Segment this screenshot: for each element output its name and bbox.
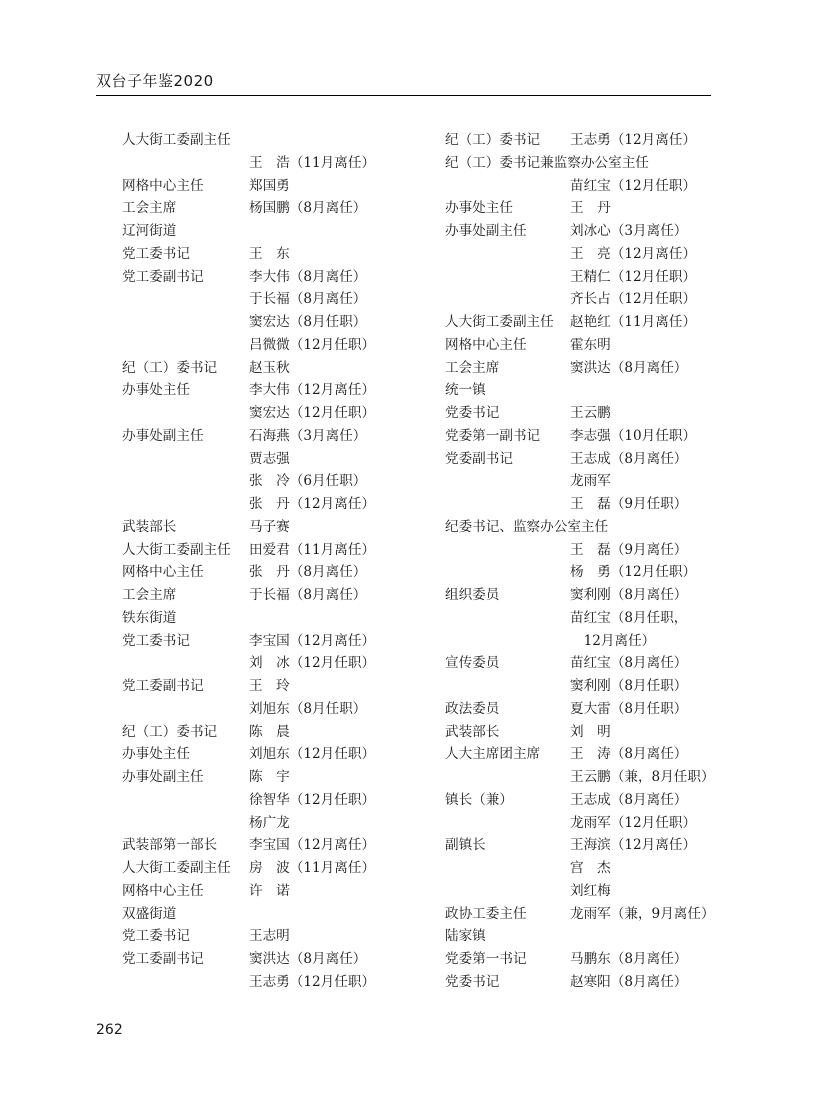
position-title: 人大街工委副主任 [122, 860, 231, 876]
position-title: 网格中心主任 [122, 882, 204, 899]
person-name: 12月离任） [570, 632, 656, 649]
person-name: 刘 冰（12月任职） [249, 655, 376, 672]
personnel-row [122, 197, 422, 220]
person-name: 郑国勇 [249, 177, 290, 194]
personnel-row [122, 334, 422, 357]
person-name: 王精仁（12月任职） [570, 268, 697, 285]
personnel-row [445, 152, 735, 175]
personnel-row [445, 903, 735, 926]
position-title: 办事处副主任 [122, 769, 204, 785]
personnel-row [445, 766, 735, 789]
personnel-row [122, 175, 422, 198]
personnel-row [445, 857, 735, 880]
position-title: 党工委书记 [122, 245, 190, 262]
person-name: 田爱君（11月离任） [249, 541, 376, 558]
personnel-row [445, 357, 735, 380]
personnel-row [122, 607, 422, 630]
position-title: 人大街工委副主任 [122, 541, 231, 558]
personnel-row [122, 516, 422, 539]
person-name: 杨广龙 [249, 814, 290, 831]
person-name: 窦利刚（8月离任） [570, 587, 688, 603]
personnel-row [445, 607, 735, 630]
personnel-row [445, 288, 735, 311]
personnel-row [445, 197, 735, 220]
personnel-row [122, 948, 422, 971]
person-name: 龙雨军 [570, 473, 611, 490]
position-title: 政法委员 [445, 700, 500, 717]
position-title: 政协工委主任 [445, 905, 527, 922]
personnel-row [122, 402, 422, 425]
position-title: 武装部长 [122, 518, 177, 535]
personnel-row [445, 971, 735, 994]
personnel-row [445, 402, 735, 425]
position-title: 辽河街道 [122, 223, 177, 239]
personnel-row [122, 266, 422, 289]
person-name: 于长福（8月离任） [249, 587, 367, 603]
personnel-row [122, 698, 422, 721]
personnel-row [445, 812, 735, 835]
left-column [122, 129, 422, 994]
person-name: 王 丹 [570, 200, 611, 217]
person-name: 龙雨军（12月任职） [570, 814, 697, 831]
person-name: 宫 杰 [570, 860, 611, 876]
personnel-row [445, 925, 735, 948]
person-name: 房 波（11月离任） [249, 860, 376, 876]
personnel-row [122, 448, 422, 471]
personnel-row [122, 152, 422, 175]
person-name: 王志明 [249, 928, 290, 945]
personnel-row [122, 357, 422, 380]
person-name: 窦洪达（8月离任） [570, 359, 688, 376]
position-title: 陆家镇 [445, 928, 486, 945]
person-name: 龙雨军（兼，9月离任） [570, 905, 715, 922]
person-name: 于长福（8月离任） [249, 291, 367, 308]
personnel-row [122, 971, 422, 994]
personnel-row [445, 266, 735, 289]
personnel-row [122, 880, 422, 903]
position-title: 办事处主任 [445, 200, 513, 217]
personnel-row [445, 129, 735, 152]
person-name: 贾志强 [249, 450, 290, 467]
position-title: 办事处主任 [122, 746, 190, 763]
personnel-row [445, 470, 735, 493]
personnel-row [122, 789, 422, 812]
personnel-row [445, 834, 735, 857]
position-title: 网格中心主任 [445, 336, 527, 353]
person-name: 窦利刚（8月任职） [570, 678, 688, 694]
personnel-row [445, 334, 735, 357]
personnel-row [122, 220, 422, 243]
personnel-row [122, 857, 422, 880]
personnel-row [122, 379, 422, 402]
person-name: 张 丹（8月离任） [249, 564, 367, 581]
person-name: 吕微微（12月任职） [249, 336, 376, 353]
person-name: 杨 勇（12月任职） [570, 564, 697, 581]
person-name: 石海燕（3月离任） [249, 427, 367, 444]
position-title: 党工委副书记 [122, 951, 204, 967]
person-name: 赵玉秋 [249, 359, 290, 376]
position-title: 副镇长 [445, 837, 486, 854]
person-name: 李宝国（12月离任） [249, 837, 376, 854]
person-name: 王云鹏（兼，8月任职） [570, 769, 715, 785]
personnel-row [445, 539, 735, 562]
position-title: 党委书记 [445, 973, 500, 990]
person-name: 王 涛（8月离任） [570, 746, 688, 763]
personnel-row [445, 698, 735, 721]
person-name: 窦洪达（8月离任） [249, 951, 367, 967]
person-name: 王 浩（11月离任） [249, 154, 376, 171]
person-name: 齐长占（12月任职） [570, 291, 697, 308]
header-divider [96, 95, 711, 96]
person-name: 霍东明 [570, 336, 611, 353]
personnel-row [445, 448, 735, 471]
personnel-row [445, 743, 735, 766]
personnel-row [445, 493, 735, 516]
person-name: 陈 晨 [249, 723, 290, 740]
person-name: 许 诺 [249, 882, 290, 899]
position-title: 党委第一副书记 [445, 427, 541, 444]
person-name: 王志成（8月离任） [570, 791, 688, 808]
personnel-row [122, 925, 422, 948]
person-name: 赵寒阳（8月离任） [570, 973, 688, 990]
position-title: 纪委书记、监察办公室主任 [445, 518, 609, 535]
position-title: 武装部长 [445, 723, 500, 740]
personnel-row [445, 675, 735, 698]
person-name: 张 丹（12月离任） [249, 496, 376, 512]
position-title: 党工委副书记 [122, 678, 204, 694]
person-name: 夏大雷（8月任职） [570, 700, 688, 717]
personnel-row [445, 243, 735, 266]
personnel-row [122, 721, 422, 744]
personnel-row [122, 243, 422, 266]
position-title: 党工委书记 [122, 632, 190, 649]
position-title: 办事处主任 [122, 382, 190, 399]
personnel-row [445, 175, 735, 198]
person-name: 窦宏达（8月任职） [249, 314, 367, 330]
person-name: 刘红梅 [570, 882, 611, 899]
position-title: 纪（工）委书记 [122, 723, 218, 740]
personnel-row [122, 493, 422, 516]
personnel-row [445, 561, 735, 584]
position-title: 党委第一书记 [445, 951, 527, 967]
position-title: 人大主席团主席 [445, 746, 541, 763]
personnel-row [122, 743, 422, 766]
person-name: 王 亮（12月离任） [570, 245, 697, 262]
person-name: 苗红宝（8月离任） [570, 655, 688, 672]
person-name: 刘旭东（8月任职） [249, 700, 367, 717]
personnel-row [445, 880, 735, 903]
position-title: 人大街工委副主任 [122, 132, 231, 148]
position-title: 党委副书记 [445, 450, 513, 467]
personnel-row [122, 652, 422, 675]
person-name: 王 磊（9月离任） [570, 541, 688, 558]
personnel-row [445, 630, 735, 653]
personnel-row [122, 539, 422, 562]
person-name: 李大伟（8月离任） [249, 268, 367, 285]
person-name: 陈 宇 [249, 769, 290, 785]
position-title: 组织委员 [445, 587, 500, 603]
person-name: 王 东 [249, 245, 290, 262]
personnel-row [122, 903, 422, 926]
person-name: 李宝国（12月离任） [249, 632, 376, 649]
position-title: 党工委书记 [122, 928, 190, 945]
personnel-row [122, 288, 422, 311]
position-title: 纪（工）委书记 [122, 359, 218, 376]
personnel-row [122, 470, 422, 493]
person-name: 苗红宝（8月任职， [570, 609, 688, 626]
person-name: 王志勇（12月任职） [249, 973, 376, 990]
personnel-row [445, 789, 735, 812]
personnel-row [122, 834, 422, 857]
personnel-row [445, 311, 735, 334]
personnel-row [122, 311, 422, 334]
personnel-row [122, 425, 422, 448]
personnel-row [122, 675, 422, 698]
person-name: 李大伟（12月离任） [249, 382, 376, 399]
personnel-row [445, 425, 735, 448]
person-name: 张 冷（6月任职） [249, 473, 367, 490]
position-title: 武装部第一部长 [122, 837, 218, 854]
personnel-row [445, 379, 735, 402]
person-name: 马鹏东（8月离任） [570, 951, 688, 967]
personnel-row [445, 652, 735, 675]
person-name: 徐智华（12月任职） [249, 791, 376, 808]
position-title: 网格中心主任 [122, 177, 204, 194]
position-title: 办事处副主任 [445, 223, 527, 239]
position-title: 办事处副主任 [122, 427, 204, 444]
personnel-row [122, 812, 422, 835]
position-title: 党委书记 [445, 405, 500, 421]
position-title: 双盛街道 [122, 905, 177, 922]
person-name: 王 磊（9月任职） [570, 496, 688, 512]
personnel-row [122, 561, 422, 584]
person-name: 王海滨（12月离任） [570, 837, 697, 854]
position-title: 工会主席 [122, 587, 177, 603]
personnel-row [122, 630, 422, 653]
position-title: 宣传委员 [445, 655, 500, 672]
page-number: 262 [96, 1022, 123, 1038]
personnel-row [122, 129, 422, 152]
position-title: 工会主席 [122, 200, 177, 217]
person-name: 杨国鹏（8月离任） [249, 200, 367, 217]
person-name: 王志成（8月离任） [570, 450, 688, 467]
position-title: 纪（工）委书记兼监察办公室主任 [445, 154, 649, 171]
position-title: 人大街工委副主任 [445, 314, 554, 330]
person-name: 赵艳红（11月离任） [570, 314, 697, 330]
person-name: 苗红宝（12月任职） [570, 177, 697, 194]
person-name: 刘旭东（12月任职） [249, 746, 376, 763]
person-name: 刘 明 [570, 723, 611, 740]
personnel-row [445, 721, 735, 744]
position-title: 网格中心主任 [122, 564, 204, 581]
person-name: 王云鹏 [570, 405, 611, 421]
position-title: 纪（工）委书记 [445, 132, 541, 148]
running-header-title: 双台子年鉴2020 [96, 72, 214, 90]
personnel-row [445, 948, 735, 971]
personnel-row [445, 516, 735, 539]
person-name: 王志勇（12月离任） [570, 132, 697, 148]
position-title: 铁东街道 [122, 609, 177, 626]
person-name: 李志强（10月任职） [570, 427, 697, 444]
personnel-row [445, 584, 735, 607]
personnel-row [122, 584, 422, 607]
personnel-row [445, 220, 735, 243]
person-name: 窦宏达（12月任职） [249, 405, 376, 421]
personnel-row [122, 766, 422, 789]
person-name: 马子赛 [249, 518, 290, 535]
person-name: 刘冰心（3月离任） [570, 223, 688, 239]
position-title: 工会主席 [445, 359, 500, 376]
position-title: 统一镇 [445, 382, 486, 399]
position-title: 党工委副书记 [122, 268, 204, 285]
position-title: 镇长（兼） [445, 791, 513, 808]
person-name: 王 玲 [249, 678, 290, 694]
right-column [445, 129, 735, 994]
